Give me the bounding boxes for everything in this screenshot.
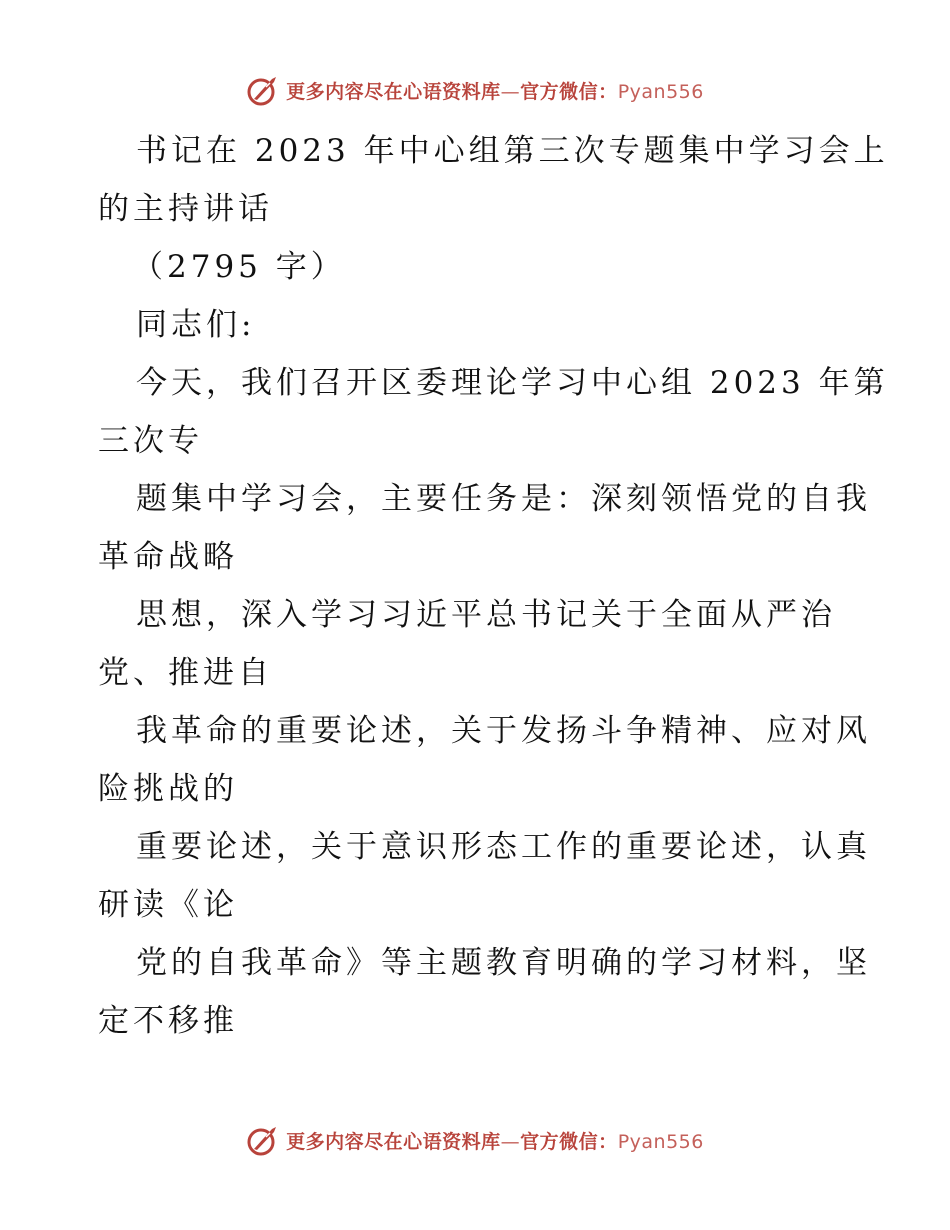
doc-paragraph-line: 三次专 (98, 423, 203, 459)
header-banner (0, 70, 950, 110)
banner-text (286, 1127, 704, 1154)
footer-banner (0, 1120, 950, 1160)
banner-separator: — (500, 80, 521, 103)
doc-paragraph-line: 革命战略 (98, 539, 238, 575)
quill-pen-logo-icon (246, 1123, 280, 1157)
doc-word-count: （2795 字） (132, 249, 346, 285)
doc-salutation: 同志们: (136, 307, 256, 343)
banner-text (286, 77, 704, 104)
banner-wechat-id: Pyan556 (617, 80, 704, 103)
quill-pen-logo-icon (246, 73, 280, 107)
doc-paragraph-line: 党、推进自 (98, 655, 273, 691)
doc-paragraph-line: 党的自我革命》等主题教育明确的学习材料，坚 (136, 945, 871, 981)
doc-title-line-2: 的主持讲话 (98, 191, 273, 227)
banner-separator: — (500, 1130, 521, 1153)
doc-paragraph-line: 思想，深入学习习近平总书记关于全面从严治 (136, 597, 836, 633)
doc-paragraph-line: 定不移推 (98, 1003, 238, 1039)
banner-rest: 官方微信： (520, 80, 618, 103)
banner-wechat-id: Pyan556 (617, 1130, 704, 1153)
doc-paragraph-line: 题集中学习会，主要任务是：深刻领悟党的自我 (136, 481, 871, 517)
doc-paragraph-line: 重要论述，关于意识形态工作的重要论述，认真 (136, 829, 871, 865)
doc-paragraph-line: 我革命的重要论述，关于发扬斗争精神、应对风 (136, 713, 871, 749)
banner-rest: 官方微信： (520, 1130, 618, 1153)
document-body (98, 122, 889, 1050)
banner-main: 更多内容尽在心语资料库 (286, 1130, 501, 1153)
doc-title-line-1: 书记在 2023 年中心组第三次专题集中学习会上 (136, 133, 889, 169)
banner-main: 更多内容尽在心语资料库 (286, 80, 501, 103)
doc-paragraph-line: 今天，我们召开区委理论学习中心组 2023 年第 (136, 365, 889, 401)
doc-paragraph-line: 险挑战的 (98, 771, 238, 807)
doc-paragraph-line: 研读《论 (98, 887, 238, 923)
